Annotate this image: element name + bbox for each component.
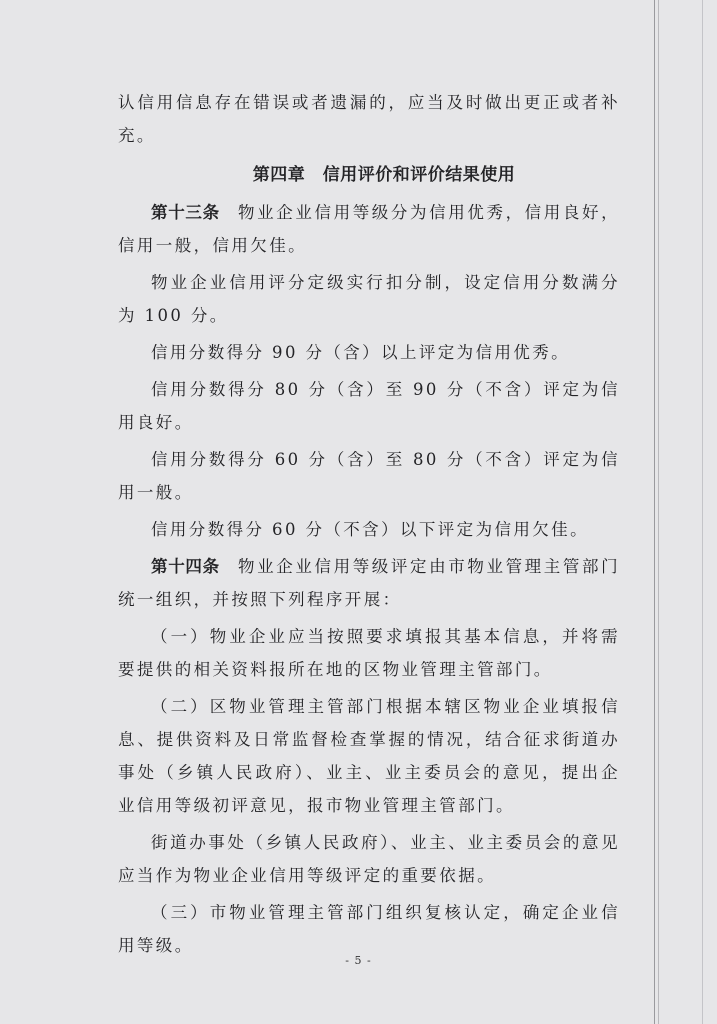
article-14-text: 物业企业信用等级评定由市物业管理主管部门统一组织，并按照下列程序开展： [118, 557, 621, 609]
score-system-paragraph: 物业企业信用评分定级实行扣分制，设定信用分数满分为 100 分。 [118, 273, 620, 325]
procedure-step-3: （三）市物业管理主管部门组织复核认定，确定企业信用等级。 [118, 903, 620, 955]
chapter-heading: 第四章 信用评价和评价结果使用 [252, 165, 516, 185]
article-13-number: 第十三条 [151, 203, 220, 222]
paragraph-continuation: 认信用信息存在错误或者遗漏的，应当及时做出更正或者补充。 [118, 93, 620, 145]
article-14-number: 第十四条 [151, 557, 220, 576]
procedure-step-2-note: 街道办事处（乡镇人民政府）、业主、业主委员会的意见应当作为物业企业信用等级评定的重要依据。 [118, 833, 620, 885]
scan-edge-line [658, 0, 659, 1024]
procedure-step-2: （二）区物业管理主管部门根据本辖区物业企业填报信息、提供资料及日常监督检查掌握的情况，结合征求街道办事处（乡镇人民政府）、业主、业主委员会的意见，提出企业信用等级初评意见，报市物业管理主管部门。 [118, 697, 620, 815]
poor-grade-paragraph: 信用分数得分 60 分（不含）以下评定为信用欠佳。 [151, 520, 589, 539]
article-14-paragraph [118, 550, 620, 616]
article-13-text: 物业企业信用等级分为信用优秀，信用良好，信用一般，信用欠佳。 [118, 203, 621, 255]
document-page [118, 86, 620, 966]
page-number: - 5 - [345, 954, 372, 967]
scan-edge-line [702, 0, 703, 1024]
scan-edge-line [654, 0, 655, 1024]
normal-grade-paragraph: 信用分数得分 60 分（含）至 80 分（不含）评定为信用一般。 [118, 450, 620, 502]
excellent-grade-paragraph: 信用分数得分 90 分（含）以上评定为信用优秀。 [151, 343, 571, 362]
good-grade-paragraph: 信用分数得分 80 分（含）至 90 分（不含）评定为信用良好。 [118, 380, 620, 432]
article-13-paragraph [118, 196, 620, 262]
procedure-step-1: （一）物业企业应当按照要求填报其基本信息，并将需要提供的相关资料报所在地的区物业管理主管部门。 [118, 627, 620, 679]
